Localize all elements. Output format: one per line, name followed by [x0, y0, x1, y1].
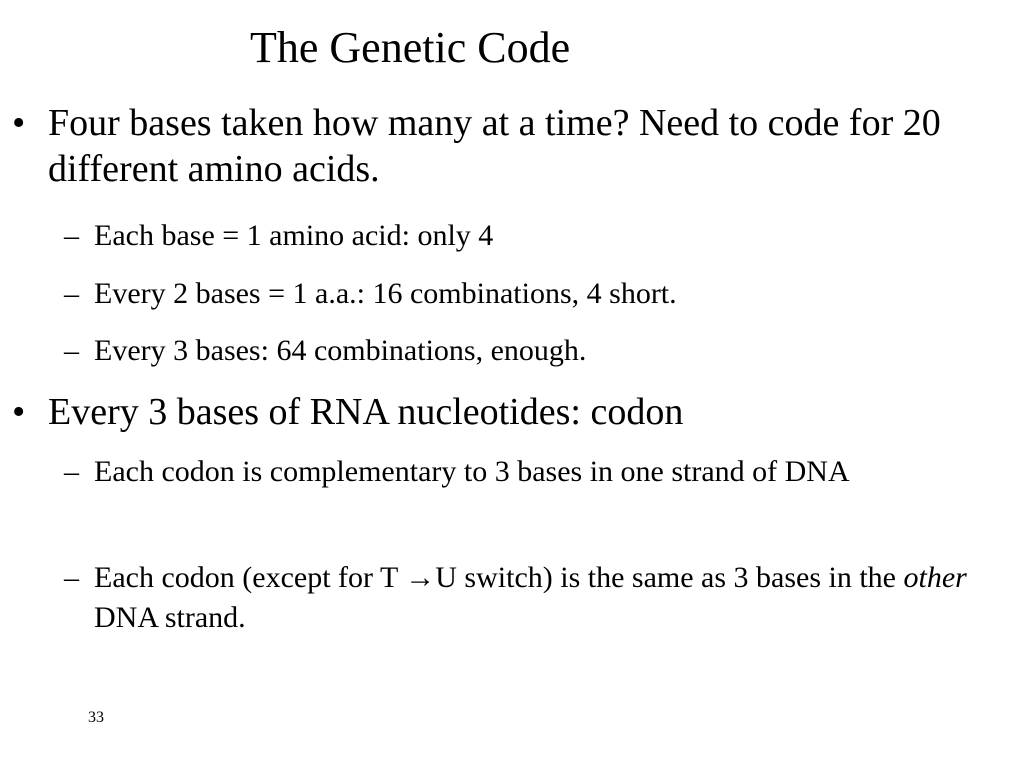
sub-bullet-1-1-text: Each base = 1 amino acid: only 4	[94, 219, 494, 252]
sub-bullet-2-2-text-start: Each codon (except for T →U switch) is the same as 3 bases in the	[94, 561, 904, 594]
page-number: 33	[88, 709, 104, 726]
bullet-1-text: Four bases taken how many at a time? Need to code for 20 different amino acids.	[48, 102, 941, 190]
dash-marker: –	[64, 334, 79, 367]
sub-bullet-1-3	[0, 331, 1010, 371]
bullet-marker: •	[12, 391, 26, 433]
sub-bullet-2-2-text-end: DNA strand.	[94, 601, 246, 634]
sub-bullet-2-1-text: Each codon is complementary to 3 bases in one strand of DNA	[94, 455, 850, 488]
dash-marker: –	[64, 219, 79, 252]
sub-bullet-2-1	[0, 452, 1010, 492]
bullet-2-text: Every 3 bases of RNA nucleotides: codon	[48, 391, 684, 433]
bullet-2	[0, 389, 1010, 435]
dash-marker: –	[64, 561, 79, 594]
bullet-1	[0, 100, 1010, 192]
sub-bullet-2-2-text-italic: other	[903, 561, 967, 594]
sub-bullet-1-2-text: Every 2 bases = 1 a.a.: 16 combinations, 4 short.	[94, 277, 677, 310]
dash-marker: –	[64, 277, 79, 310]
sub-bullet-1-3-text: Every 3 bases: 64 combinations, enough.	[94, 334, 587, 367]
bullet-marker: •	[12, 102, 26, 144]
sub-bullet-1-2	[0, 274, 1010, 314]
dash-marker: –	[64, 455, 79, 488]
slide-title: The Genetic Code	[250, 23, 571, 72]
sub-bullet-1-1	[0, 216, 1010, 256]
sub-bullet-2-2	[0, 558, 1010, 638]
